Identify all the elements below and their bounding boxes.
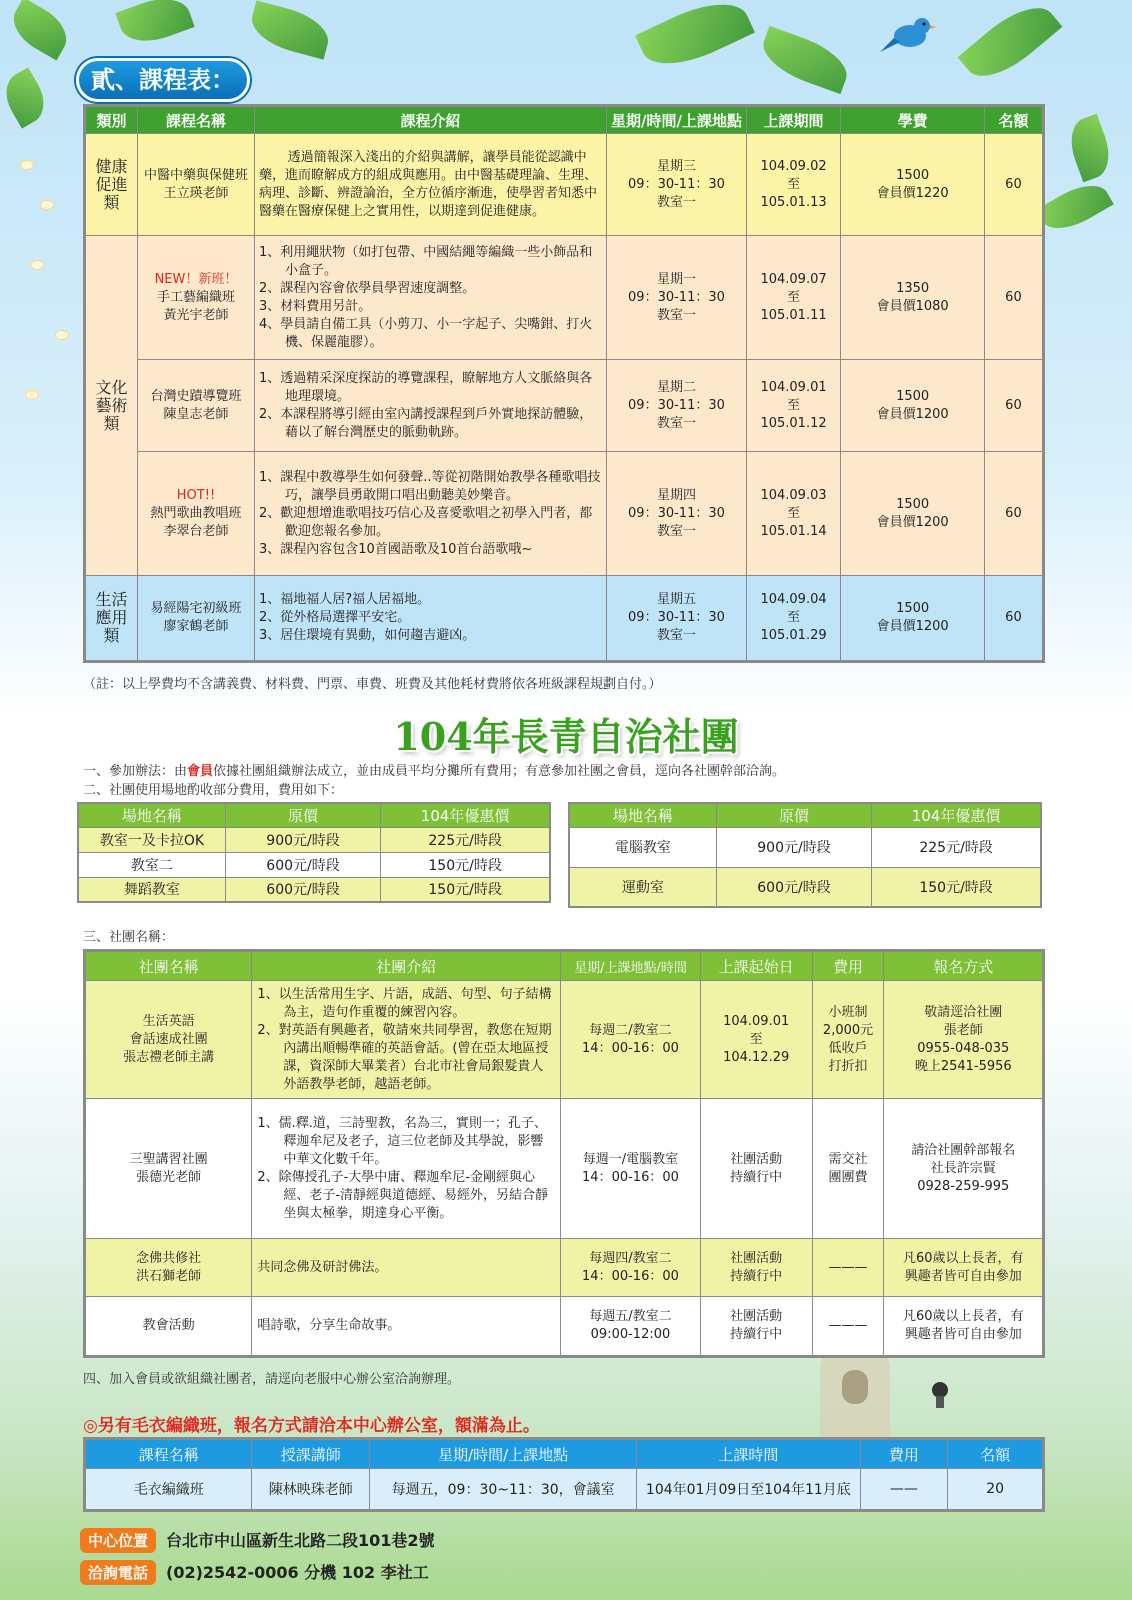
quota-cell: 60 <box>984 134 1043 236</box>
description-item: 1、福地福人居?福人居福地。 <box>259 592 431 607</box>
teacher-name: 王立瑛老師 <box>163 185 229 201</box>
schedule-time: 09：30-11：30 <box>628 505 725 521</box>
description-item: 2、課程內容會依學員學習速度調整。 <box>259 280 476 296</box>
column-header: 上課起始日 <box>700 951 812 981</box>
rule-text: 依據社團組織辦法成立，並由成員平均分攤所有費用；有意參加社團之會員，逕向各社團幹部洽詢。 <box>213 764 786 779</box>
club-table-header <box>85 951 1044 981</box>
column-header: 名額 <box>984 106 1043 134</box>
teacher-name: 張志禮老師主講 <box>123 1049 215 1065</box>
period-cell <box>746 360 841 452</box>
course-description <box>255 236 607 360</box>
schedule-day: 星期四 <box>656 487 696 503</box>
period-end: 105.01.14 <box>760 523 827 539</box>
signup-text: 興趣者皆可自由參加 <box>904 1268 1022 1284</box>
schedule-day: 星期三 <box>656 158 696 174</box>
course-description <box>255 360 607 452</box>
teacher-name: 張德光老師 <box>136 1169 202 1185</box>
fee-member: 會員價1200 <box>876 406 949 422</box>
category-cell: 健康促進類 <box>85 134 138 236</box>
teacher-name: 黃光宇老師 <box>163 307 229 323</box>
rule-venue-fee: 二、社團使用場地酌收部分費用，費用如下： <box>83 783 344 798</box>
course-name-cell <box>137 452 254 576</box>
course-row <box>85 452 1044 576</box>
column-header: 授課講師 <box>252 1439 370 1469</box>
description-item: 3、課程內容包含10首國語歌及10首台語歌哦~ <box>259 541 533 557</box>
club-row <box>85 1297 1044 1357</box>
schedule-day-room: 每週二/教室二 <box>589 1022 672 1038</box>
signup-text: 凡60歲以上長者，有 <box>902 1250 1024 1266</box>
venue-row <box>569 867 1041 907</box>
schedule-time: 09：30-11：30 <box>628 176 725 192</box>
category-cell: 文化藝術類 <box>85 236 138 576</box>
period-cell <box>746 452 841 576</box>
rule-text: 一、參加辦法：由 <box>83 764 188 779</box>
venue-row <box>78 852 550 877</box>
teacher-name: 廖家鶴老師 <box>163 619 229 634</box>
section-heading: 貳、課程表： <box>76 58 250 102</box>
location-tag: 中心位置 <box>80 1528 156 1553</box>
leaf-decoration <box>246 0 334 59</box>
course-name: 手工藝編織班 <box>156 289 235 305</box>
period-start: 104.09.04 <box>760 592 827 607</box>
flower-decoration <box>55 330 69 340</box>
fee-text: 團團費 <box>828 1169 868 1185</box>
course-description <box>255 452 607 576</box>
period-to: 至 <box>787 289 801 305</box>
column-header: 類別 <box>85 106 138 134</box>
club-row <box>85 981 1044 1099</box>
fee-regular: 1500 <box>896 388 930 404</box>
club-name-cell <box>85 1297 252 1357</box>
hot-badge: HOT!! <box>176 487 216 503</box>
schedule-room: 教室一 <box>656 523 696 539</box>
venue-name: 電腦教室 <box>569 827 716 867</box>
knitting-table-header <box>85 1439 1044 1469</box>
leaf-decoration <box>1036 175 1114 239</box>
period-end: 105.01.29 <box>760 628 827 643</box>
teacher-name: 李翠台老師 <box>163 523 229 539</box>
period-cell: 104年01月09日至104年11月底 <box>637 1469 860 1511</box>
new-badge: NEW！新班！ <box>154 271 238 287</box>
leaf-decoration <box>115 0 194 51</box>
venue-name: 運動室 <box>569 867 716 907</box>
schedule-time: 14：00-16：00 <box>582 1040 679 1056</box>
club-name-cell <box>85 1099 252 1239</box>
course-name: 毛衣編織班 <box>85 1469 252 1511</box>
schedule-time: 09:00-12:00 <box>590 1327 671 1342</box>
period-start: 104.09.01 <box>760 379 827 395</box>
signup-cell <box>884 1239 1044 1297</box>
description-item: 2、歡迎想增進歌唱技巧信心及喜愛歌唱之初學入門者，都歡迎您報名參加。 <box>259 505 593 539</box>
start-text: 104.12.29 <box>723 1049 790 1065</box>
contact-location <box>80 1528 435 1553</box>
fee-regular: 1500 <box>896 601 930 616</box>
venue-discount-price: 150元/時段 <box>381 852 550 877</box>
course-table <box>83 104 1045 663</box>
period-to: 至 <box>787 610 801 625</box>
knitting-row <box>85 1469 1044 1511</box>
period-end: 105.01.11 <box>760 307 827 323</box>
signup-cell <box>884 981 1044 1099</box>
schedule-room: 教室一 <box>656 194 696 210</box>
signup-text: 張老師 <box>943 1022 983 1038</box>
column-header: 課程名稱 <box>85 1439 252 1469</box>
course-row <box>85 576 1044 662</box>
period-start: 104.09.07 <box>760 271 827 287</box>
column-header: 名額 <box>948 1439 1044 1469</box>
fee-regular: 1500 <box>896 167 930 183</box>
club-name: 生活英語 <box>142 1013 195 1029</box>
column-header: 社團名稱 <box>85 951 252 981</box>
club-row <box>85 1239 1044 1297</box>
location-address: 台北市中山區新生北路二段101巷2號 <box>166 1531 435 1550</box>
club-section-title: 104年長青自治社團 <box>393 714 739 759</box>
period-cell <box>746 576 841 662</box>
schedule-time: 09：30-11：30 <box>628 289 725 305</box>
club-row <box>85 1099 1044 1239</box>
club-name: 三聖講習社團 <box>129 1151 208 1167</box>
schedule-day: 星期二 <box>656 379 696 395</box>
schedule-cell: 每週五，09：30~11：30，會議室 <box>370 1469 637 1511</box>
column-header: 課程名稱 <box>137 106 254 134</box>
venue-discount-price: 150元/時段 <box>381 877 550 902</box>
club-name-cell <box>85 981 252 1099</box>
period-to: 至 <box>787 505 801 521</box>
description-item: 1、課程中教導學生如何發聲..等從初階開始教學各種歌唱技巧，讓學員勇敢開口唱出動聽美妙樂音。 <box>259 469 601 503</box>
flower-decoration <box>20 160 34 170</box>
flower-decoration <box>40 200 54 210</box>
course-name: 中醫中藥與保健班 <box>143 167 248 183</box>
course-table-header <box>85 106 1044 134</box>
fee-cell <box>841 452 985 576</box>
start-cell <box>700 1239 812 1297</box>
bird-icon <box>880 12 936 56</box>
venue-price: 900元/時段 <box>225 827 380 852</box>
teacher-name: 陳皇志老師 <box>163 406 229 422</box>
course-name: 台灣史蹟導覽班 <box>150 388 242 404</box>
venue-price: 900元/時段 <box>716 827 871 867</box>
venue-row <box>78 877 550 902</box>
signup-text: 社長許宗賢 <box>930 1160 996 1176</box>
start-text: 社團活動 <box>730 1250 783 1266</box>
description-item: 1、利用繩狀物（如打包帶、中國結繩等編織一些小飾品和小盒子。 <box>259 244 593 278</box>
course-description: 透過簡報深入淺出的介紹與講解，讓學員能從認識中藥，進而瞭解成方的組成與應用。由中醫基礎理論、生理、病理、診斷、辨證論治，全方位循序漸進，使學習者知悉中醫藥在醫療保健上之實用性，以期達到促進健康。 <box>255 134 607 236</box>
course-name: 易經陽宅初級班 <box>150 601 242 616</box>
schedule-cell <box>607 576 746 662</box>
start-text: 社團活動 <box>730 1151 783 1167</box>
signup-text: 凡60歲以上長者，有 <box>902 1309 1024 1324</box>
club-name-cell <box>85 1239 252 1297</box>
club-name: 念佛共修社 <box>136 1250 202 1266</box>
column-header: 上課時間 <box>637 1439 860 1469</box>
signup-cell <box>884 1297 1044 1357</box>
fee-text: 需交社 <box>828 1151 868 1167</box>
flower-decoration <box>30 260 44 270</box>
category-cell: 生活應用類 <box>85 576 138 662</box>
fee-cell <box>841 134 985 236</box>
description-item: 1、以生活常用生字、片語，成語、句型、句子結構為主，造句作重覆的練習內容。 <box>257 986 552 1020</box>
rule-join: 四、加入會員或欲組織社團者，請逕向老服中心辦公室洽詢辦理。 <box>83 1372 461 1387</box>
schedule-cell <box>607 236 746 360</box>
start-text: 持續行中 <box>730 1169 783 1185</box>
knitting-table <box>83 1437 1045 1512</box>
fee-cell: ——— <box>812 1297 884 1357</box>
description-item: 2、從外格局選擇平安宅。 <box>259 610 411 625</box>
schedule-time: 14：00-16：00 <box>582 1169 679 1185</box>
club-description: 唱詩歌，分享生命故事。 <box>252 1297 561 1357</box>
start-cell <box>700 981 812 1099</box>
knitting-class-notice: ◎另有毛衣編織班，報名方式請洽本中心辦公室，額滿為止。 <box>83 1416 540 1436</box>
schedule-day-room: 每週一/電腦教室 <box>582 1151 679 1167</box>
leaf-decoration <box>0 67 53 128</box>
column-header: 社團介紹 <box>252 951 561 981</box>
period-to: 至 <box>787 397 801 413</box>
club-name: 會話速成社團 <box>129 1031 208 1047</box>
start-cell <box>700 1297 812 1357</box>
venue-fee-table <box>77 802 551 903</box>
schedule-day: 星期一 <box>656 271 696 287</box>
venue-name: 舞蹈教室 <box>78 877 225 902</box>
description-item: 1、儒.釋.道，三詩聖教，名為三，實則一；孔子、釋迦牟尼及老子，這三位老師及其學說，影響中華文化數千年。 <box>257 1115 547 1167</box>
leaf-decoration <box>635 0 755 79</box>
description-item: 1、透過精采深度探訪的導覽課程，瞭解地方人文脈絡與各地理環境。 <box>259 370 593 404</box>
schedule-time: 09：30-11：30 <box>628 610 725 625</box>
fee-regular: 1500 <box>896 496 930 512</box>
period-end: 105.01.12 <box>760 415 827 431</box>
course-row <box>85 236 1044 360</box>
column-header: 星期/上課地點/時間 <box>561 951 701 981</box>
venue-fee-table <box>568 802 1042 908</box>
fee-cell <box>812 1099 884 1239</box>
column-header: 原價 <box>225 803 380 827</box>
fee-text: 小班制 <box>828 1004 868 1020</box>
fee-cell <box>841 236 985 360</box>
club-description: 共同念佛及研討佛法。 <box>252 1239 561 1297</box>
venue-discount-price: 225元/時段 <box>381 827 550 852</box>
schedule-day-room: 每週五/教室二 <box>589 1309 672 1324</box>
club-name: 教會活動 <box>142 1318 195 1333</box>
column-header: 104年優惠價 <box>381 803 550 827</box>
rule-highlight: 會員 <box>187 764 214 779</box>
fee-cell: ——— <box>812 1239 884 1297</box>
leaf-decoration <box>756 26 854 94</box>
period-end: 105.01.13 <box>760 194 827 210</box>
fee-text: 2,000元 <box>822 1022 874 1038</box>
venue-discount-price: 225元/時段 <box>872 827 1041 867</box>
leaf-decoration <box>5 0 76 60</box>
signup-text: 興趣者皆可自由參加 <box>904 1327 1022 1342</box>
description-item: 3、居住環境有異動，如何趨吉避凶。 <box>259 628 476 643</box>
fee-member: 會員價1200 <box>876 619 949 634</box>
column-header: 場地名稱 <box>569 803 716 827</box>
fee-text: 低收戶 <box>828 1040 868 1056</box>
club-table <box>83 949 1045 1358</box>
fee-cell <box>812 981 884 1099</box>
fee-member: 會員價1220 <box>876 185 949 201</box>
column-header: 課程介紹 <box>255 106 607 134</box>
quota-cell: 20 <box>948 1469 1044 1511</box>
start-text: 至 <box>749 1031 763 1047</box>
start-text: 104.09.01 <box>723 1013 790 1029</box>
contact-phone <box>80 1560 429 1585</box>
phone-number: (02)2542-0006 分機 102 李社工 <box>166 1563 429 1582</box>
quota-cell: 60 <box>984 576 1043 662</box>
period-start: 104.09.02 <box>760 158 827 174</box>
fee-member: 會員價1200 <box>876 514 949 530</box>
fee-cell <box>841 576 985 662</box>
signup-phone: 晚上2541-5956 <box>914 1058 1012 1074</box>
start-text: 社團活動 <box>730 1309 783 1324</box>
period-to: 至 <box>787 176 801 192</box>
venue-row <box>569 827 1041 867</box>
flower-decoration <box>25 390 39 400</box>
venue-discount-price: 150元/時段 <box>872 867 1041 907</box>
signup-cell <box>884 1099 1044 1239</box>
leaf-decoration <box>958 0 1063 91</box>
schedule-day: 星期五 <box>656 592 696 607</box>
description-item: 2、對英語有興趣者，敬請來共同學習，教您在短期內講出順暢準確的英語會話。(曾在亞太地區授課，資深師大畢業者）台北市社會局銀髮貴人外語教學老師，越語老師。 <box>257 1022 552 1092</box>
venue-row <box>78 827 550 852</box>
club-description <box>252 1099 561 1239</box>
fee-cell: —— <box>860 1469 948 1511</box>
fee-member: 會員價1080 <box>876 298 949 314</box>
schedule-cell <box>561 1239 701 1297</box>
course-name-cell <box>137 576 254 662</box>
venue-name: 教室二 <box>78 852 225 877</box>
start-text: 持續行中 <box>730 1327 783 1342</box>
column-header: 學費 <box>841 106 985 134</box>
teacher-name: 陳林映珠老師 <box>252 1469 370 1511</box>
venue-name: 教室一及卡拉OK <box>78 827 225 852</box>
schedule-day-room: 每週四/教室二 <box>589 1250 672 1266</box>
column-header: 費用 <box>812 951 884 981</box>
schedule-room: 教室一 <box>656 628 696 643</box>
description-item: 3、材料費用另計。 <box>259 298 372 314</box>
schedule-time: 14：00-16：00 <box>582 1268 679 1284</box>
course-row <box>85 360 1044 452</box>
fee-text: 打折扣 <box>828 1058 868 1074</box>
fee-cell <box>841 360 985 452</box>
start-cell <box>700 1099 812 1239</box>
column-header: 費用 <box>860 1439 948 1469</box>
column-header: 報名方式 <box>884 951 1044 981</box>
fee-regular: 1350 <box>896 280 930 296</box>
venue-table-header <box>78 803 550 827</box>
schedule-room: 教室一 <box>656 307 696 323</box>
rule-club-names: 三、社團名稱： <box>83 930 175 945</box>
period-cell <box>746 236 841 360</box>
quota-cell: 60 <box>984 452 1043 576</box>
schedule-cell <box>607 134 746 236</box>
schedule-time: 09：30-11：30 <box>628 397 725 413</box>
start-text: 持續行中 <box>730 1268 783 1284</box>
column-header: 場地名稱 <box>78 803 225 827</box>
schedule-cell <box>607 452 746 576</box>
leaf-decoration <box>1063 114 1117 183</box>
teacher-name: 洪石獅老師 <box>136 1268 202 1284</box>
course-name: 熱門歌曲教唱班 <box>150 505 242 521</box>
phone-tag: 洽詢電話 <box>80 1560 156 1585</box>
description-item: 2、本課程將導引經由室內講授課程到戶外實地探訪體驗，藉以了解台灣歷史的脈動軌跡。 <box>259 406 593 440</box>
club-description <box>252 981 561 1099</box>
column-header: 104年優惠價 <box>872 803 1041 827</box>
schedule-cell <box>561 981 701 1099</box>
course-name-cell <box>137 236 254 360</box>
venue-price: 600元/時段 <box>716 867 871 907</box>
column-header: 星期/時間/上課地點 <box>607 106 746 134</box>
description-item: 2、除傳授孔子-大學中庸、釋迦牟尼-金剛經與心經、老子-清靜經與道德經、易經外，另結合靜坐與太極拳，期達身心平衡。 <box>257 1169 549 1221</box>
period-start: 104.09.03 <box>760 487 827 503</box>
venue-price: 600元/時段 <box>225 852 380 877</box>
description-item: 4、學員請自備工具（小剪刀、小一字起子、尖嘴鉗、打火機、保麗龍膠）。 <box>259 316 593 350</box>
schedule-room: 教室一 <box>656 415 696 431</box>
signup-phone: 0928-259-995 <box>917 1178 1010 1194</box>
course-note: （註：以上學費均不含講義費、材料費、門票、車費、班費及其他耗材費將依各班級課程規劃自付。） <box>83 677 662 692</box>
column-header: 原價 <box>716 803 871 827</box>
course-row <box>85 134 1044 236</box>
rule-participation <box>83 760 785 779</box>
venue-table-header <box>569 803 1041 827</box>
quota-cell: 60 <box>984 360 1043 452</box>
schedule-cell <box>607 360 746 452</box>
column-header: 上課期間 <box>746 106 841 134</box>
course-name-cell <box>137 134 254 236</box>
signup-text: 請洽社團幹部報名 <box>911 1142 1016 1158</box>
schedule-cell <box>561 1099 701 1239</box>
column-header: 星期/時間/上課地點 <box>370 1439 637 1469</box>
venue-price: 600元/時段 <box>225 877 380 902</box>
course-description <box>255 576 607 662</box>
course-name-cell <box>137 360 254 452</box>
period-cell <box>746 134 841 236</box>
schedule-cell <box>561 1297 701 1357</box>
signup-phone: 0955-048-035 <box>917 1040 1010 1056</box>
signup-text: 敬請逕洽社團 <box>924 1004 1003 1020</box>
quota-cell: 60 <box>984 236 1043 360</box>
